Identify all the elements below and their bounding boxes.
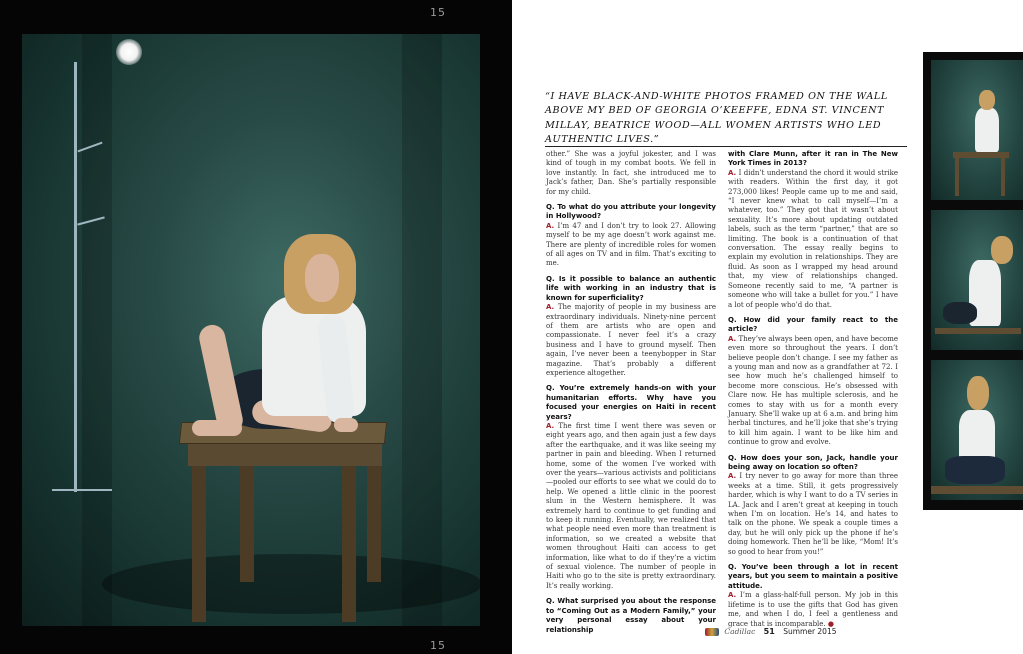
question-continued: with Clare Munn, after it ran in The New York Times in 2013? — [728, 150, 898, 168]
mini-person-head — [967, 376, 989, 410]
contact-frame-3 — [931, 360, 1023, 500]
qa-block — [728, 563, 898, 629]
person-foot — [192, 420, 242, 436]
answer: I’m 47 and I don’t try to look 27. Allowing myself to be my age doesn’t work against me. There are plenty of incredible roles for women of all ages on TV and in film. That’s exciting to me. — [546, 221, 716, 268]
answer: The first time I went there was seven or eight years ago, and then again just a few days after the earthquake, and it was like seeing my partner in pain and bleeding. When I returned home, some of the women I’ve worked with over the years—various activists and politicians—pooled our efforts to see what we could do to help. We opened a little clinic in the poorest slum in the Western hemisphere. It was extremely hard to continue to get funding and to keep it running. Eventually, we realized that what people need even more than treatment is information, so we created a website that women throughout Haiti can access to get information, like what to do if they’re a victim of sexual violence. The number of people in Haiti who go to the site is pretty extraordinary. It’s really working. — [546, 421, 716, 590]
backdrop-fold — [82, 34, 112, 626]
page-footer — [705, 627, 837, 636]
backdrop-fold — [402, 34, 442, 626]
answer: I didn’t understand the chord it would strike with readers. Within the first day, it got 273,000 likes! People came up to me and said, “I never knew what to call myself—I’m a whatever, too.” They got that it wasn’t about sexuality. It’s more about updating outdated labels, such as the term “partner,” that are so limiting. The book is a continuation of that conversation. The essay really begins to explain my evolution in relationships. They are fluid. As soon as I wrapped my head around that, my view of relationships changed. Someone recently said to me, “A partner is someone who will take a bullet for you.” I have a lot of people who’d do that. — [728, 168, 899, 309]
pull-quote: “I HAVE BLACK-AND-WHITE PHOTOS FRAMED ON THE WALL ABOVE MY BED OF GEORGIA O’KEEFFE, EDNA ST. VINCENT MILLAY, BEATRICE WOOD—ALL WOMEN ARTISTS WHO LED AUTHENTIC LIVES.” — [545, 91, 888, 146]
answer-prefix: A. — [546, 221, 555, 230]
answer: I’m a glass-half-full person. My job in this lifetime is to use the gifts that God has given me, and when I do, I feel a gentleness and grace that is incomparable. — [728, 591, 898, 628]
quote-rule — [545, 146, 907, 147]
question: Q. What surprised you about the response to “Coming Out as a Modern Family,” your very personal essay about your relationship — [546, 597, 716, 634]
table-leg — [342, 462, 356, 622]
person-hand — [334, 418, 358, 432]
answer-prefix: A. — [546, 421, 555, 430]
question: Q. How does your son, Jack, handle your being away on location so often? — [728, 453, 898, 471]
end-mark: ● — [827, 619, 835, 628]
answer-prefix: A. — [728, 472, 737, 481]
frame-number-bottom: 15 — [430, 639, 446, 652]
answer-prefix: A. — [546, 303, 555, 312]
contact-strip — [923, 52, 1023, 510]
mini-person-legs — [945, 456, 1005, 484]
question: Q. To what do you attribute your longevity in Hollywood? — [546, 203, 716, 221]
mini-person-head — [979, 90, 995, 110]
answer-prefix: A. — [728, 334, 737, 343]
qa-block — [728, 150, 898, 310]
mini-table-leg — [1001, 158, 1005, 196]
studio-light — [116, 39, 142, 65]
table-leg — [240, 462, 254, 582]
mini-person-head — [991, 236, 1013, 264]
answer-prefix: A. — [728, 168, 737, 177]
question: Q. You’re extremely hands-on with your humanitarian efforts. Why have you focused your energies on Haiti in recent years? — [546, 384, 716, 421]
issue-date: Summer 2015 — [783, 627, 837, 636]
answer: They’ve always been open, and have become even more so throughout the years. I don’t believe people don’t change. I see my father as a young man and now as a grandfather at 72. I see how much he’s challenged himself to become more conscious. He’s obsessed with Clare now. He has multiple sclerosis, and he comes to stay with us for a month every January. She’ll wake up at 6 a.m. and bring him herbal tinctures, and he’ll joke that she’s trying to kill him again. I want to be like him and continue to grow and evolve. — [728, 334, 898, 447]
frame-number-top: 15 — [430, 6, 446, 19]
person-face — [305, 254, 339, 302]
intro-paragraph: other.” She was a joyful jokester, and I was kind of tough in my combat boots. We fell in love instantly. In fact, she introduced me to Jack’s father, Dan. She’s partially responsible for my child. — [546, 150, 716, 196]
question: Q. How did your family react to the article? — [728, 315, 898, 334]
crest-icon — [705, 628, 719, 636]
table-leg — [367, 462, 381, 582]
mini-table-leg — [955, 158, 959, 196]
qa-block — [546, 275, 716, 378]
article-column-1 — [546, 150, 716, 641]
main-photo — [22, 34, 480, 626]
mini-person-skirt — [943, 302, 977, 324]
page-number: 51 — [763, 627, 775, 636]
qa-block — [546, 384, 716, 591]
table-apron — [188, 442, 382, 466]
answer: I try never to go away for more than three weeks at a time. Still, it gets progressively harder, which is why I want to do a TV series in LA. Jack and I aren’t great at keeping in touch when I’m on location. He’s 14, and hates to talk on the phone. We speak a couple times a day, but he will only pick up the phone if he’s doing homework. Then he’ll be like, “Mom! It’s so good to hear from you!” — [728, 472, 898, 556]
qa-block — [728, 454, 898, 557]
question: Q. You’ve been through a lot in recent years, but you seem to maintain a positive attitude. — [728, 563, 898, 590]
light-stand-base — [52, 489, 112, 491]
contact-frame-1 — [931, 60, 1023, 200]
answer-prefix: A. — [728, 591, 737, 600]
qa-block — [546, 203, 716, 269]
qa-block — [546, 597, 716, 635]
mini-table-top — [931, 486, 1023, 494]
answer: The majority of people in my business are extraordinary individuals. Ninety-nine percent of them are artists who are open and compassionate. I never feel it’s a crazy business and I have to ground myself. Then again, I’ve never been a teenybopper in Star magazine. That’s probably a different experience altogether. — [546, 303, 716, 377]
light-stand — [74, 62, 77, 492]
magazine-logo: Cadillac — [724, 627, 756, 636]
qa-block — [728, 316, 898, 448]
question: Q. Is it possible to balance an authentic life with working in an industry that is known for superficiality? — [546, 274, 716, 302]
contact-frame-2 — [931, 210, 1023, 350]
article-column-2 — [728, 150, 898, 635]
mini-person — [975, 108, 999, 152]
mini-table-top — [935, 328, 1021, 334]
table-leg — [192, 462, 206, 622]
floor-shadow — [102, 554, 480, 614]
